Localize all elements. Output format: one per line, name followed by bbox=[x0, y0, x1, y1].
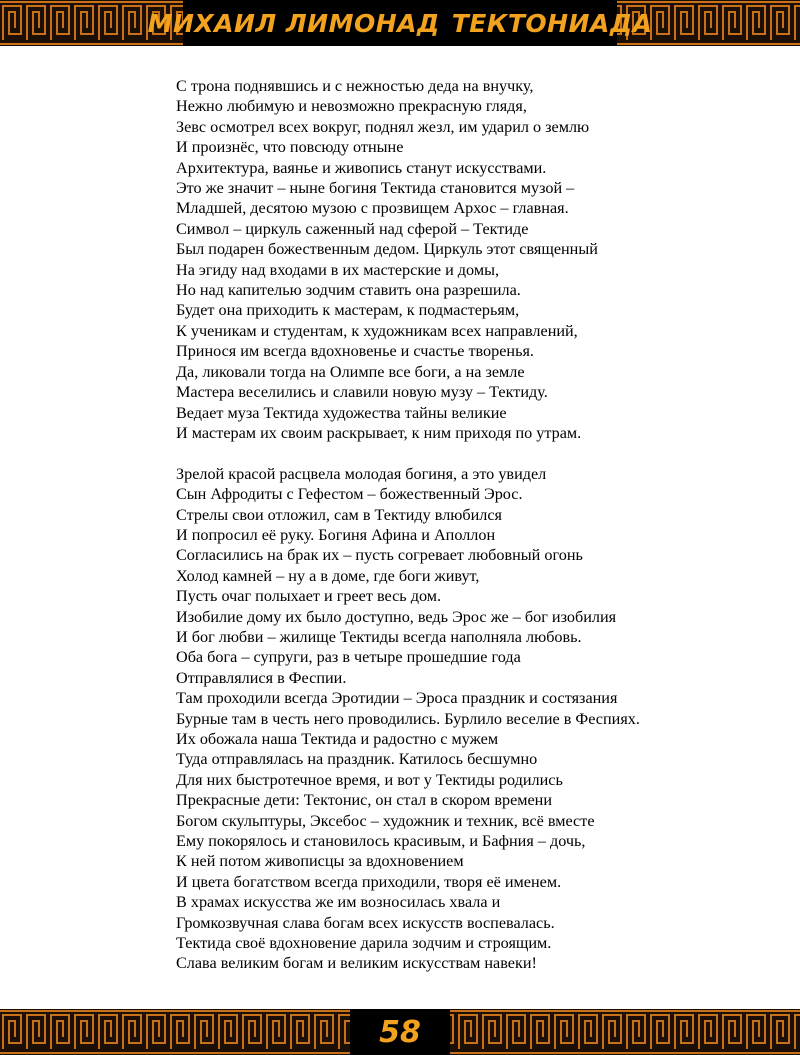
poem-line: Отправлялися в Феспии. bbox=[176, 668, 347, 687]
poem-line: Нежно любимую и невозможно прекрасную глядя, bbox=[176, 97, 527, 116]
book-title: ТЕКТОНИАДА bbox=[451, 8, 653, 38]
poem-line: Сын Афродиты с Гефестом – божественный Эрос. bbox=[176, 485, 523, 504]
poem-line: Там проходили всегда Эротидии – Эроса праздник и состязания bbox=[176, 689, 618, 708]
header-band bbox=[0, 0, 800, 46]
page-number: 58 bbox=[350, 1009, 450, 1055]
poem-line: Оба бога – супруги, раз в четыре прошедшие года bbox=[176, 648, 521, 667]
poem-line: Согласились на брак их – пусть согревает любовный огонь bbox=[176, 546, 583, 565]
poem-line: Стрелы свои отложил, сам в Тектиду влюбился bbox=[176, 505, 502, 524]
poem-line: Богом скульптуры, Эксебос – художник и техник, всё вместе bbox=[176, 811, 595, 830]
poem-line: Архитектура, ваянье и живопись станут искусствами. bbox=[176, 158, 547, 177]
poem-line: Мастера веселились и славили новую музу – Тектиду. bbox=[176, 383, 548, 402]
author-name: МИХАИЛ ЛИМОНАД bbox=[147, 8, 440, 38]
poem-line: И произнёс, что повсюду отныне bbox=[176, 138, 404, 157]
poem-line: Их обожала наша Тектида и радостно с мужем bbox=[176, 729, 499, 748]
running-header bbox=[147, 0, 653, 46]
poem-line: Изобилие дому их было доступно, ведь Эрос же – бог изобилия bbox=[176, 607, 617, 626]
footer-band bbox=[0, 1009, 800, 1055]
poem-line: Прекрасные дети: Тектонис, он стал в скором времени bbox=[176, 791, 553, 810]
poem-line: Для них быстротечное время, и вот у Тектиды родились bbox=[176, 770, 563, 789]
poem-line: Тектида своё вдохновение дарила зодчим и строящим. bbox=[176, 934, 552, 953]
poem-line: Зевс осмотрел всех вокруг, поднял жезл, им ударил о землю bbox=[176, 117, 590, 136]
poem-line: И цвета богатством всегда приходили, творя её именем. bbox=[176, 872, 562, 891]
poem-text bbox=[176, 76, 696, 974]
poem-line: И попросил её руку. Богиня Афина и Аполлон bbox=[176, 525, 496, 544]
poem-line: Будет она приходить к мастерам, к подмастерьям, bbox=[176, 301, 520, 320]
poem-line: Да, ликовали тогда на Олимпе все боги, а на земле bbox=[176, 362, 525, 381]
poem-line: Бурные там в честь него проводились. Бурлило веселие в Феспиях. bbox=[176, 709, 640, 728]
poem-line: Был подарен божественным дедом. Циркуль этот священный bbox=[176, 240, 598, 259]
stanza-2 bbox=[176, 464, 696, 974]
poem-line: Громкозвучная слава богам всех искусств воспевалась. bbox=[176, 913, 555, 932]
stanza-1 bbox=[176, 76, 696, 443]
poem-line: Зрелой красой расцвела молодая богиня, а это увидел bbox=[176, 464, 547, 483]
poem-line: На эгиду над входами в их мастерские и домы, bbox=[176, 260, 499, 279]
poem-line: Но над капителью зодчим ставить она разрешила. bbox=[176, 281, 521, 300]
poem-line: Это же значит – ныне богиня Тектида становится музой – bbox=[176, 179, 575, 198]
poem-line: Туда отправлялась на праздник. Катилось бесшумно bbox=[176, 750, 538, 769]
poem-line: К ученикам и студентам, к художникам всех направлений, bbox=[176, 321, 578, 340]
poem-line: Пусть очаг полыхает и греет весь дом. bbox=[176, 587, 442, 606]
poem-line: Символ – циркуль саженный над сферой – Тектиде bbox=[176, 219, 529, 238]
poem-line: К ней потом живописцы за вдохновением bbox=[176, 852, 464, 871]
poem-line: Младшей, десятою музою с прозвищем Архос – главная. bbox=[176, 199, 569, 218]
poem-line: С трона поднявшись и с нежностью деда на внучку, bbox=[176, 77, 534, 95]
poem-line: И бог любви – жилище Тектиды всегда наполняла любовь. bbox=[176, 627, 582, 646]
poem-line: Слава великим богам и великим искусствам навеки! bbox=[176, 954, 537, 973]
poem-line: В храмах искусства же им возносилась хвала и bbox=[176, 893, 501, 912]
poem-line: Ведает муза Тектида художества тайны великие bbox=[176, 403, 507, 422]
poem-line: И мастерам их своим раскрывает, к ним приходя по утрам. bbox=[176, 423, 582, 442]
poem-line: Ему покорялось и становилось красивым, и Бафния – дочь, bbox=[176, 832, 586, 851]
poem-line: Принося им всегда вдохновенье и счастье творенья. bbox=[176, 342, 534, 361]
poem-line: Холод камней – ну а в доме, где боги живут, bbox=[176, 566, 480, 585]
